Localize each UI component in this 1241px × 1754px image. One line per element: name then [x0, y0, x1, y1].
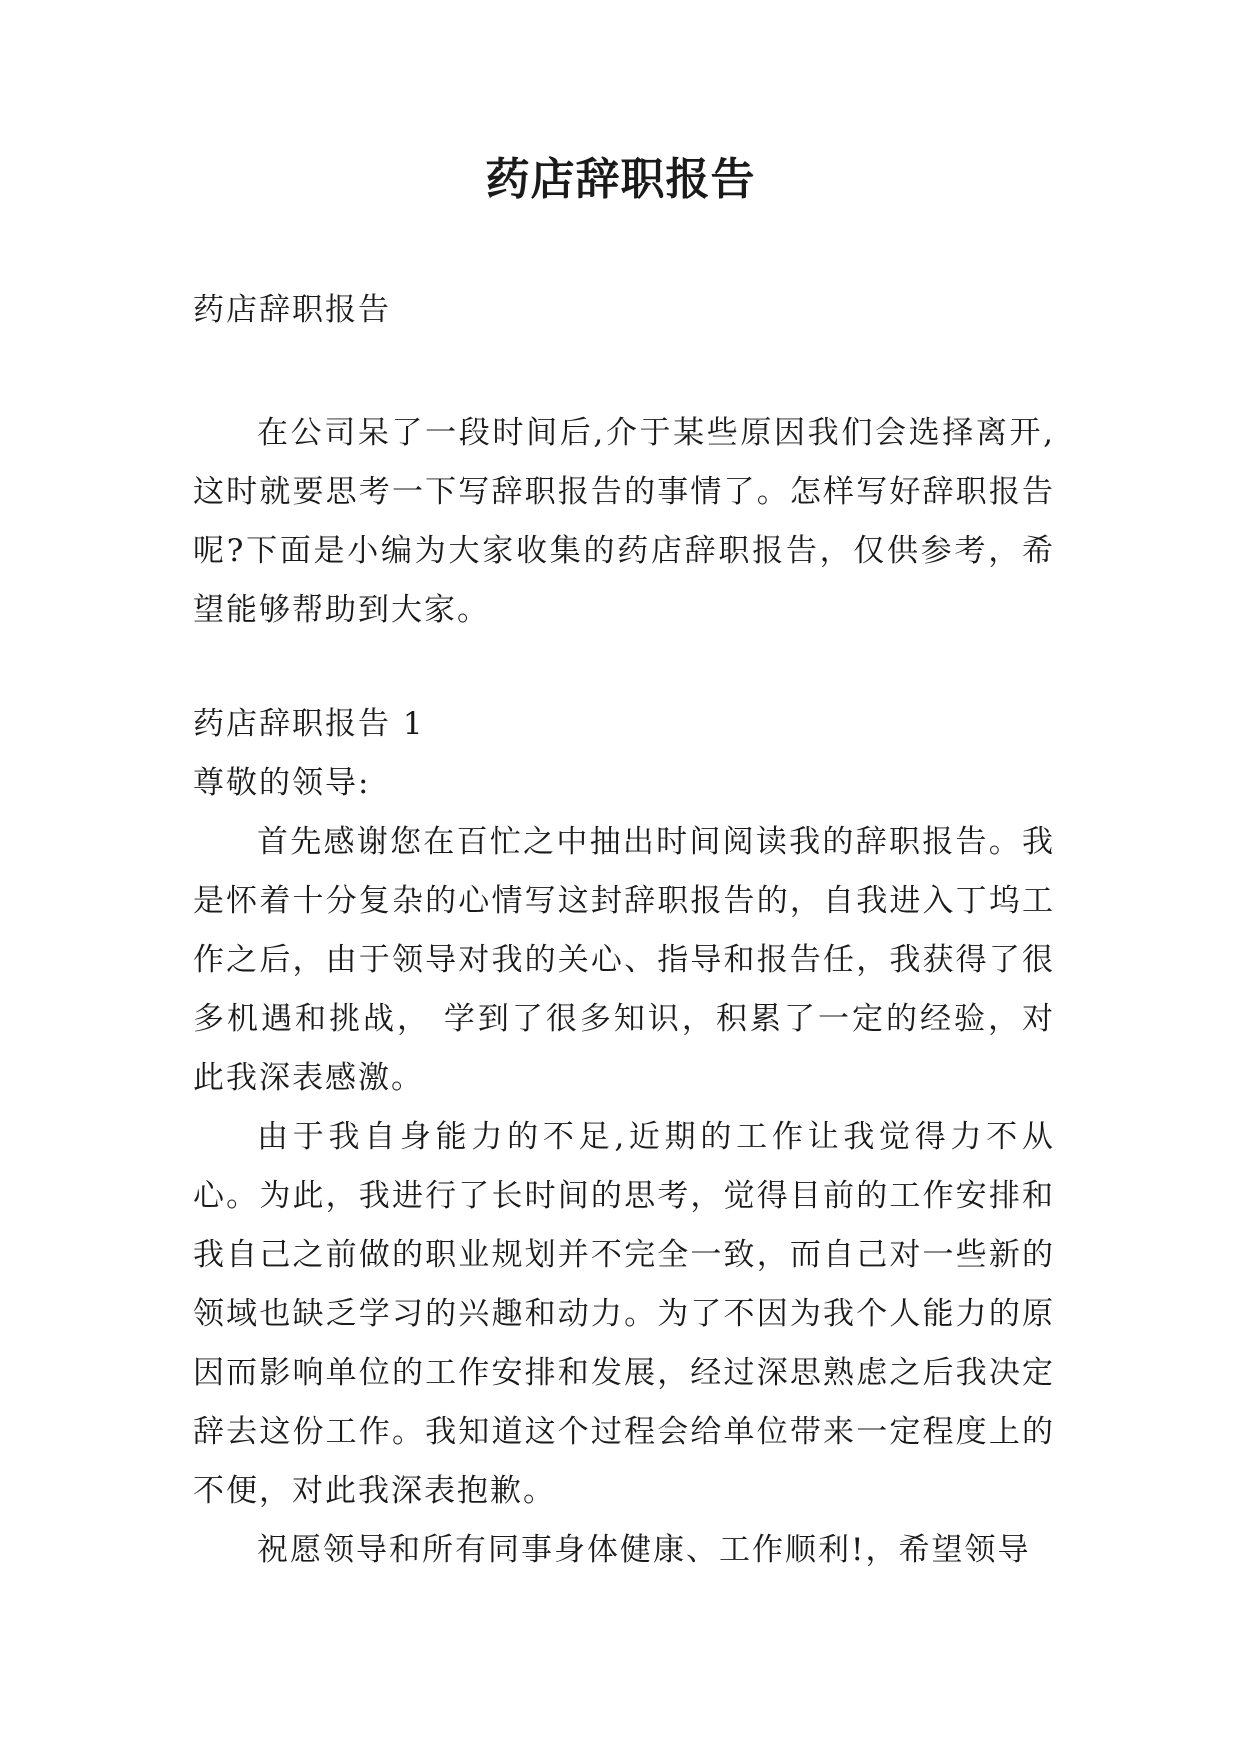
body-paragraph: 祝愿领导和所有同事身体健康、工作顺利!，希望领导: [257, 1532, 1031, 1568]
body-paragraph: 首先感谢您在百忙之中抽出时间阅读我的辞职报告。我是怀着十分复杂的心情写这封辞职报告的，自我进入丁坞工作之后，由于领导对我的关心、指导和报告任，我获得了很多机遇和挑战， 学到了很多知识，积累了一定的经验，对此我深表感激。: [193, 824, 1055, 1096]
intro-paragraph: 在公司呆了一段时间后,介于某些原因我们会选择离开,这时就要思考一下写辞职报告的事情了。怎样写好辞职报告呢?下面是小编为大家收集的药店辞职报告，仅供参考，希望能够帮助到大家。: [193, 415, 1055, 628]
document-subtitle: 药店辞职报告: [193, 292, 391, 328]
document-title: 药店辞职报告: [485, 154, 756, 205]
salutation: 尊敬的领导:: [193, 765, 371, 801]
body-paragraph: 由于我自身能力的不足,近期的工作让我觉得力不从心。为此，我进行了长时间的思考，觉得目前的工作安排和我自己之前做的职业规划并不完全一致，而自己对一些新的领域也缺乏学习的兴趣和动力。为了不因为我个人能力的原因而影响单位的工作安排和发展，经过深思熟虑之后我决定辞去这份工作。我知道这个过程会给单位带来一定程度上的不便，对此我深表抱歉。: [193, 1119, 1055, 1509]
section-1: [193, 695, 1055, 1580]
intro-block: [193, 404, 1055, 640]
section-1-heading: 药店辞职报告 1: [193, 706, 425, 742]
